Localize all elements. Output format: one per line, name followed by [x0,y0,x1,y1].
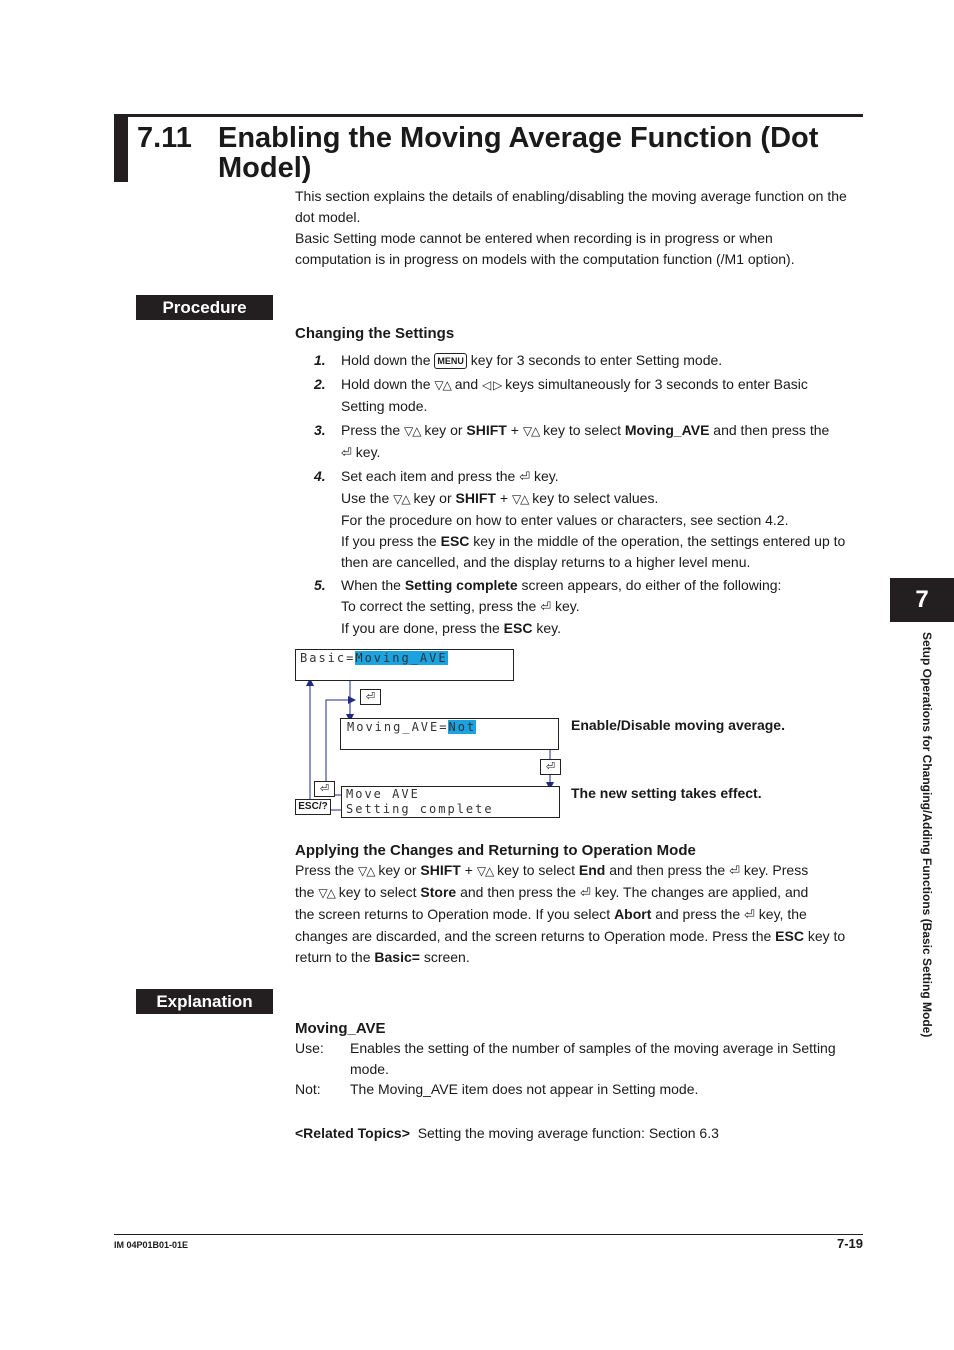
applying-text: Press the ▽△ key or SHIFT + ▽△ key to select End and then press the ⏎ key. Press the ▽△ key to select Store and then press the ⏎ key. The changes are applied, and the screen returns to Operation mode. If you select Abort and press the ⏎ key, the changes are discarded, and the screen returns to Operation mode. Press the ESC key to return to the Basic= screen. [295,862,846,965]
enter-key-icon: ⏎ [314,781,335,797]
step3-number: 3. [314,422,326,438]
up-down-key-icon: ▽△ [511,492,529,506]
note-setting-effect: The new setting takes effect. [571,785,762,801]
enter-key-icon: ⏎ [540,600,552,615]
step4-text: Set each item and press the ⏎ key. Use the ▽△ key or SHIFT + ▽△ key to select values. For the procedure on how to enter values or characters, see section 4.2. If you press the ESC key in the middle of the operation, the settings entered up to then are cancelled, and the display returns to a higher level menu. [341,468,846,570]
note-enable-disable: Enable/Disable moving average. [571,717,785,733]
changing-settings-heading: Changing the Settings [295,325,455,342]
step2-text: Hold down the ▽△ and ◁ ▷ keys simultaneously for 3 seconds to enter Basic Setting mode. [341,376,808,414]
esc-key-icon: ESC/? [295,799,331,815]
left-right-key-icon: ◁ ▷ [482,378,502,392]
procedure-label: Procedure [136,295,273,320]
heading-bar [114,114,128,182]
up-down-key-icon: ▽△ [358,864,375,878]
step3-text: Press the ▽△ key or SHIFT + ▽△ key to select Moving_AVE and then press the ⏎ key. [341,422,830,461]
explanation-label: Explanation [136,989,273,1014]
up-down-key-icon: ▽△ [522,424,540,438]
up-down-key-icon: ▽△ [318,886,335,900]
section-title-line1: Enabling the Moving Average Function (Dot [218,122,819,154]
lcd-screen-setting-complete: Move AVE Setting complete [341,786,560,818]
step2-number: 2. [314,376,326,392]
chapter-tab: 7 [890,578,954,622]
lcd-screen-basic: Basic=Moving_AVE [295,649,514,681]
enter-key-icon: ⏎ [729,864,741,879]
section-number: 7.11 [137,122,192,154]
footer-page-number: 7-19 [836,1236,863,1251]
step1-text: Hold down the MENU key for 3 seconds to enter Setting mode. [341,352,723,368]
enter-key-icon: ⏎ [519,470,531,485]
use-text: Enables the setting of the number of samples of the moving average in Setting mode. [350,1040,836,1077]
enter-key-icon: ⏎ [540,759,561,775]
applying-heading: Applying the Changes and Returning to Operation Mode [295,842,696,859]
enter-key-icon: ⏎ [341,446,352,461]
heading-rule [114,114,863,117]
intro-text: This section explains the details of enabling/disabling the moving average function on the dot model. Basic Setting mode cannot be entered when recording is in progress or when computation is in progress on models with the computation function (/M1 option). [295,188,847,267]
up-down-key-icon: ▽△ [393,492,410,506]
footer-rule [114,1234,863,1235]
section-title-line2: Model) [218,152,312,184]
enter-key-icon: ⏎ [360,689,381,705]
step1-number: 1. [314,352,326,368]
footer-doc-id: IM 04P01B01-01E [114,1240,189,1250]
up-down-key-icon: ▽△ [434,378,451,392]
not-label: Not: [295,1081,321,1097]
use-label: Use: [295,1040,324,1056]
step4-number: 4. [314,468,326,484]
up-down-key-icon: ▽△ [476,864,494,878]
enter-key-icon: ⏎ [579,886,591,901]
step5-text: When the Setting complete screen appears, do either of the following: To correct the setting, press the ⏎ key. If you are done, press the ESC key. [341,577,782,636]
step5-number: 5. [314,577,326,593]
not-text: The Moving_AVE item does not appear in Setting mode. [350,1081,699,1097]
chapter-vertical-title: Setup Operations for Changing/Adding Functions (Basic Setting Mode) [920,632,934,1038]
menu-key-icon: MENU [434,353,467,369]
up-down-key-icon: ▽△ [404,424,421,438]
related-topics: <Related Topics> Setting the moving average function: Section 6.3 [295,1125,719,1141]
enter-key-icon: ⏎ [744,908,755,923]
lcd-screen-moving-ave: Moving_AVE=Not [340,718,559,750]
moving-ave-heading: Moving_AVE [295,1020,386,1037]
